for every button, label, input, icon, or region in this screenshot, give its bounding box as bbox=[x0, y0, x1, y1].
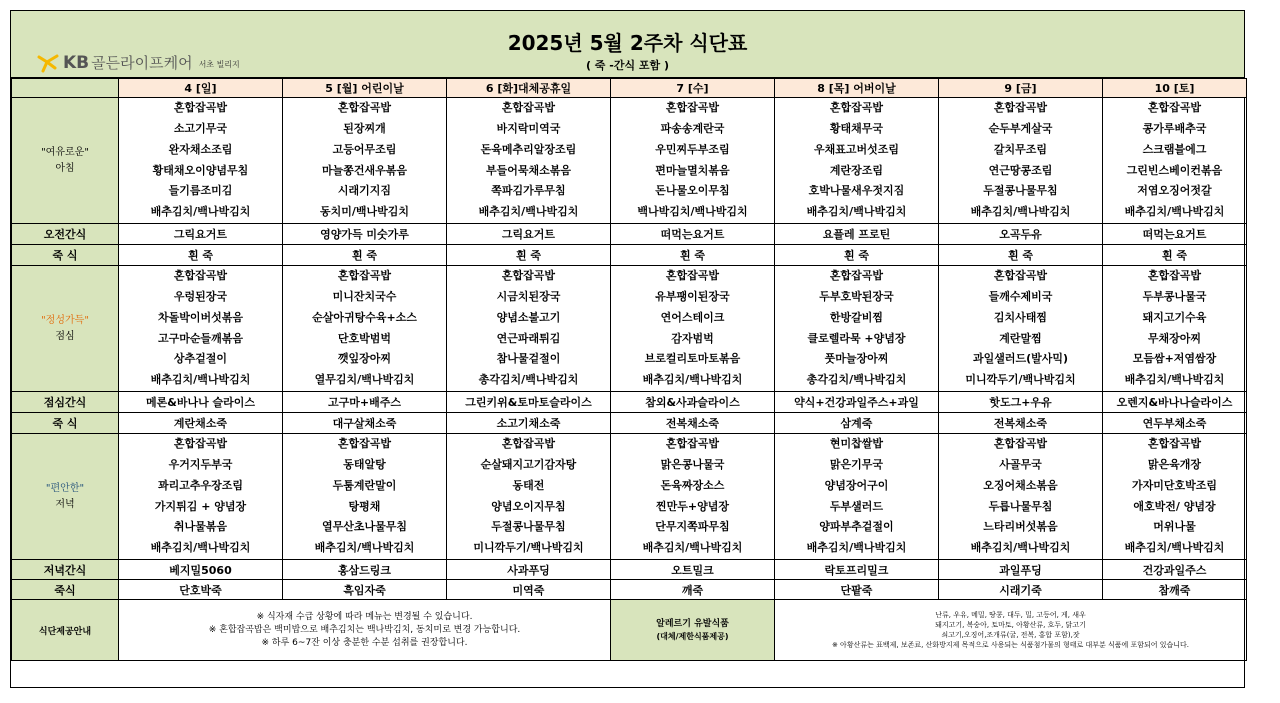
lunch_snack-row bbox=[12, 392, 1247, 413]
menu-item: 맑은콩나물국 bbox=[660, 458, 725, 472]
breakfast-menu-cell bbox=[119, 98, 283, 224]
menu-item: 완자채소조림 bbox=[168, 142, 233, 156]
menu-item: 두부호박된장국 bbox=[819, 290, 894, 304]
menu-item: 양념오이지무침 bbox=[491, 499, 566, 513]
allergy-title-cell bbox=[611, 600, 775, 661]
menu-item: 총각김치/백나박김치 bbox=[478, 372, 579, 386]
menu-list bbox=[283, 434, 446, 558]
menu-item: 바지락미역국 bbox=[496, 122, 561, 136]
lunch_snack-item: 약식+건강과일주스+과일 bbox=[775, 392, 939, 413]
porridge_1-item: 흰 죽 bbox=[775, 245, 939, 266]
menu-table bbox=[11, 78, 1247, 661]
menu-item: 동태알탕 bbox=[343, 458, 386, 472]
porridge_2-label: 죽 식 bbox=[12, 413, 119, 434]
menu-list bbox=[939, 98, 1102, 222]
dinner-menu-cell bbox=[283, 434, 447, 560]
logo-name-text: 골든라이프케어 bbox=[91, 54, 193, 72]
menu-item: 갈치무조림 bbox=[993, 142, 1048, 156]
morning_snack-item: 그릭요거트 bbox=[447, 224, 611, 245]
porridge_2-item: 전복채소죽 bbox=[611, 413, 775, 434]
day-header: 8 [목] 어버이날 bbox=[775, 79, 939, 98]
menu-item: 취나물볶음 bbox=[173, 520, 228, 534]
menu-list bbox=[939, 434, 1102, 558]
breakfast-label-cell bbox=[12, 98, 119, 224]
menu-item: 배추김치/백나박김치 bbox=[478, 204, 579, 218]
menu-item: 양념소불고기 bbox=[496, 310, 561, 324]
menu-sheet bbox=[10, 10, 1245, 688]
morning_snack-row bbox=[12, 224, 1247, 245]
menu-item: 돈나물오이무침 bbox=[655, 184, 730, 198]
breakfast-row bbox=[12, 98, 1247, 224]
menu-item: 두툼계란말이 bbox=[332, 478, 397, 492]
logo-branch-text: 서초 빌리지 bbox=[198, 60, 240, 69]
porridge_3-label: 죽식 bbox=[12, 580, 119, 600]
menu-item: 가자미단호박조림 bbox=[1131, 478, 1217, 492]
porridge_3-row bbox=[12, 580, 1247, 600]
lunch_snack-item: 참외&사과슬라이스 bbox=[611, 392, 775, 413]
menu-item: 한방갈비찜 bbox=[829, 310, 884, 324]
menu-item: 스크램블에그 bbox=[1142, 142, 1207, 156]
menu-item: 두릅나물무침 bbox=[988, 499, 1053, 513]
menu-item: 풋마늘장아찌 bbox=[824, 352, 889, 366]
menu-item: 그린빈스베이컨볶음 bbox=[1126, 163, 1223, 177]
footer-label: 식단제공안내 bbox=[12, 600, 119, 661]
menu-item: 연근파래튀김 bbox=[496, 331, 561, 345]
menu-item: 들기름조미김 bbox=[168, 184, 233, 198]
menu-item: 총각김치/백나박김치 bbox=[806, 372, 907, 386]
menu-item: 사골무국 bbox=[999, 458, 1042, 472]
menu-item: 순두부게살국 bbox=[988, 122, 1053, 136]
breakfast-menu-cell bbox=[283, 98, 447, 224]
lunch-menu-cell bbox=[1103, 266, 1247, 392]
menu-item: 모듬쌈+저염쌈장 bbox=[1132, 352, 1217, 366]
sheet-header bbox=[11, 11, 1244, 78]
menu-list bbox=[1103, 266, 1246, 390]
dinner_snack-item: 락토프리밀크 bbox=[775, 560, 939, 580]
dinner_snack-row bbox=[12, 560, 1247, 580]
lunch_snack-item: 그린키위&토마토슬라이스 bbox=[447, 392, 611, 413]
lunch-menu-cell bbox=[775, 266, 939, 392]
menu-list bbox=[119, 98, 282, 222]
menu-list bbox=[447, 434, 610, 558]
dinner_snack-item: 베지밀5060 bbox=[119, 560, 283, 580]
menu-item: 순살아귀탕수육+소스 bbox=[312, 310, 417, 324]
porridge_1-item: 흰 죽 bbox=[611, 245, 775, 266]
menu-item: 차돌박이버섯볶음 bbox=[157, 310, 243, 324]
allergy-subtitle: (대체/제한식품제공) bbox=[656, 632, 729, 641]
morning_snack-item: 떠먹는요거트 bbox=[1103, 224, 1247, 245]
breakfast-menu-cell bbox=[775, 98, 939, 224]
day-header: 6 [화]대체공휴일 bbox=[447, 79, 611, 98]
menu-item: 배추김치/백나박김치 bbox=[150, 372, 251, 386]
porridge_2-item: 전복채소죽 bbox=[939, 413, 1103, 434]
menu-item: 배추김치/백나박김치 bbox=[970, 204, 1071, 218]
menu-item: 계란말찜 bbox=[999, 331, 1042, 345]
porridge_1-item: 흰 죽 bbox=[119, 245, 283, 266]
menu-item: 우민찌두부조림 bbox=[655, 142, 730, 156]
menu-item: 소고기무국 bbox=[173, 122, 228, 136]
menu-item: 가지튀김 + 양념장 bbox=[154, 499, 247, 513]
menu-item: 혼합잡곡밥 bbox=[337, 437, 392, 451]
menu-item: 우채표고버섯조림 bbox=[813, 142, 899, 156]
dinner_snack-item: 건강과일주스 bbox=[1103, 560, 1247, 580]
menu-item: 머위나물 bbox=[1153, 520, 1196, 534]
day-header: 5 [월] 어린이날 bbox=[283, 79, 447, 98]
porridge_1-item: 흰 죽 bbox=[939, 245, 1103, 266]
dinner-menu-cell bbox=[447, 434, 611, 560]
menu-item: 과일샐러드(발사믹) bbox=[972, 352, 1069, 366]
menu-item: 혼합잡곡밥 bbox=[501, 101, 556, 115]
porridge_2-item: 계란채소죽 bbox=[119, 413, 283, 434]
menu-item: 두절콩나물무침 bbox=[491, 520, 566, 534]
menu-list bbox=[775, 434, 938, 558]
lunch-label: 점심 bbox=[55, 330, 75, 342]
menu-item: 깻잎장아찌 bbox=[337, 352, 392, 366]
lunch_snack-label: 점심간식 bbox=[12, 392, 119, 413]
day-header: 7 [수] bbox=[611, 79, 775, 98]
allergy-title: 알레르기 유발식품 bbox=[656, 619, 729, 629]
menu-item: 열무산초나물무침 bbox=[321, 520, 407, 534]
porridge_3-item: 시래기죽 bbox=[939, 580, 1103, 600]
menu-item: 유부팽이된장국 bbox=[655, 290, 730, 304]
menu-item: 찐만두+양념장 bbox=[656, 499, 729, 513]
day-header: 9 [금] bbox=[939, 79, 1103, 98]
morning_snack-item: 요플레 프로틴 bbox=[775, 224, 939, 245]
lunch-row bbox=[12, 266, 1247, 392]
dinner-label-cell bbox=[12, 434, 119, 560]
menu-item: 고구마순들깨볶음 bbox=[157, 331, 243, 345]
morning_snack-item: 영양가득 미숫가루 bbox=[283, 224, 447, 245]
menu-item: 두부콩나물국 bbox=[1142, 290, 1207, 304]
page-title: 2025년 5월 2주차 식단표 bbox=[507, 31, 748, 55]
menu-item: 우렁된장국 bbox=[173, 290, 228, 304]
breakfast-menu-cell bbox=[939, 98, 1103, 224]
dinner_snack-item: 홍삼드링크 bbox=[283, 560, 447, 580]
porridge_2-item: 연두부채소죽 bbox=[1103, 413, 1247, 434]
dinner-menu-cell bbox=[775, 434, 939, 560]
lunch-label-cell bbox=[12, 266, 119, 392]
menu-item: 미니잔치국수 bbox=[332, 290, 397, 304]
menu-item: 황태채오이양념무침 bbox=[152, 163, 249, 177]
menu-item: 두부샐러드 bbox=[829, 499, 884, 513]
logo-kb-text: KB bbox=[63, 53, 90, 73]
morning_snack-item: 떠먹는요거트 bbox=[611, 224, 775, 245]
menu-item: 단무지쪽파무침 bbox=[655, 520, 730, 534]
menu-item: 혼합잡곡밥 bbox=[665, 269, 720, 283]
menu-item: 연어스테이크 bbox=[660, 310, 725, 324]
porridge_2-item: 소고기채소죽 bbox=[447, 413, 611, 434]
menu-item: 참나물겉절이 bbox=[496, 352, 561, 366]
menu-item: 배추김치/백나박김치 bbox=[1124, 204, 1225, 218]
allergy-line: 쇠고기,오징어,조개류(굴, 전복, 홍합 포함),잣 bbox=[941, 631, 1080, 639]
menu-list bbox=[775, 98, 938, 222]
morning_snack-item: 오곡두유 bbox=[939, 224, 1103, 245]
menu-list bbox=[119, 434, 282, 558]
dinner-menu-cell bbox=[939, 434, 1103, 560]
menu-item: 순살돼지고기감자탕 bbox=[480, 458, 577, 472]
notice-line: ※ 혼합잡곡밥은 백미밥으로 배추김치는 백나박김치, 동치미로 변경 가능합니다. bbox=[208, 624, 521, 635]
menu-list bbox=[939, 266, 1102, 390]
menu-list bbox=[1103, 98, 1246, 222]
dinner_snack-label: 저녁간식 bbox=[12, 560, 119, 580]
menu-item: 미니깍두기/백나박김치 bbox=[965, 372, 1076, 386]
lunch_snack-item: 오렌지&바나나슬라이스 bbox=[1103, 392, 1247, 413]
menu-item: 우거지두부국 bbox=[168, 458, 233, 472]
porridge_3-item: 단호박죽 bbox=[119, 580, 283, 600]
lunch-menu-cell bbox=[939, 266, 1103, 392]
day-header: 4 [일] bbox=[119, 79, 283, 98]
footer-row bbox=[12, 600, 1247, 661]
menu-item: 된장찌개 bbox=[343, 122, 386, 136]
porridge_1-item: 흰 죽 bbox=[1103, 245, 1247, 266]
dinner-label: 저녁 bbox=[55, 498, 75, 510]
notice-line: ※ 식자재 수급 상황에 따라 메뉴는 변경될 수 있습니다. bbox=[256, 611, 473, 622]
dinner_snack-item: 오트밀크 bbox=[611, 560, 775, 580]
menu-item: 배추김치/백나박김치 bbox=[1124, 540, 1225, 554]
menu-item: 편마늘멸치볶음 bbox=[655, 163, 730, 177]
menu-item: 배추김치/백나박김치 bbox=[806, 204, 907, 218]
menu-item: 김치사태찜 bbox=[993, 310, 1048, 324]
allergy-list-cell bbox=[775, 600, 1247, 661]
menu-item: 클로렐라묵 +양념장 bbox=[807, 331, 906, 345]
day-header: 10 [토] bbox=[1103, 79, 1247, 98]
menu-item: 두절콩나물무침 bbox=[983, 184, 1058, 198]
porridge_2-row bbox=[12, 413, 1247, 434]
menu-item: 양파부추겉절이 bbox=[819, 520, 894, 534]
menu-item: 무채장아찌 bbox=[1147, 331, 1202, 345]
dinner-tag: "편안한" bbox=[45, 482, 85, 494]
menu-item: 혼합잡곡밥 bbox=[829, 269, 884, 283]
menu-list bbox=[611, 434, 774, 558]
dinner-menu-cell bbox=[1103, 434, 1247, 560]
menu-item: 느타리버섯볶음 bbox=[983, 520, 1058, 534]
menu-item: 배추김치/백나박김치 bbox=[970, 540, 1071, 554]
menu-item: 애호박전/ 양념장 bbox=[1133, 499, 1216, 513]
menu-item: 백나박김치/백나박김치 bbox=[637, 204, 748, 218]
menu-item: 혼합잡곡밥 bbox=[337, 269, 392, 283]
dinner_snack-item: 과일푸딩 bbox=[939, 560, 1103, 580]
menu-item: 계란장조림 bbox=[829, 163, 884, 177]
breakfast-menu-cell bbox=[611, 98, 775, 224]
menu-item: 혼합잡곡밥 bbox=[1147, 437, 1202, 451]
porridge_1-item: 흰 죽 bbox=[283, 245, 447, 266]
corner-cell bbox=[12, 79, 119, 98]
menu-item: 배추김치/백나박김치 bbox=[150, 540, 251, 554]
menu-item: 상추겉절이 bbox=[173, 352, 228, 366]
menu-item: 혼합잡곡밥 bbox=[173, 101, 228, 115]
menu-item: 황태채무국 bbox=[829, 122, 884, 136]
breakfast-menu-cell bbox=[1103, 98, 1247, 224]
menu-item: 혼합잡곡밥 bbox=[829, 101, 884, 115]
menu-list bbox=[447, 98, 610, 222]
menu-item: 오징어채소볶음 bbox=[983, 478, 1058, 492]
menu-item: 혼합잡곡밥 bbox=[501, 437, 556, 451]
allergy-line: 돼지고기, 복숭아, 토마토, 아황산류, 호두, 닭고기 bbox=[935, 621, 1086, 629]
menu-item: 배추김치/백나박김치 bbox=[806, 540, 907, 554]
menu-item: 동태전 bbox=[512, 478, 545, 492]
porridge_2-item: 삼계죽 bbox=[775, 413, 939, 434]
menu-item: 혼합잡곡밥 bbox=[993, 437, 1048, 451]
menu-item: 열무김치/백나박김치 bbox=[314, 372, 415, 386]
menu-item: 혼합잡곡밥 bbox=[173, 437, 228, 451]
menu-list bbox=[1103, 434, 1246, 558]
dinner-menu-cell bbox=[611, 434, 775, 560]
menu-list bbox=[283, 98, 446, 222]
menu-item: 혼합잡곡밥 bbox=[1147, 101, 1202, 115]
menu-item: 혼합잡곡밥 bbox=[993, 101, 1048, 115]
menu-list bbox=[775, 266, 938, 390]
page-subtitle: ( 죽 -간식 포함 ) bbox=[585, 59, 670, 72]
breakfast-menu-cell bbox=[447, 98, 611, 224]
menu-item: 미니깍두기/백나박김치 bbox=[473, 540, 584, 554]
menu-item: 돼지고기수육 bbox=[1142, 310, 1207, 324]
menu-item: 돈육짜장소스 bbox=[660, 478, 725, 492]
menu-item: 감자범벅 bbox=[671, 331, 714, 345]
menu-item: 시금치된장국 bbox=[496, 290, 561, 304]
porridge_3-item: 흑임자죽 bbox=[283, 580, 447, 600]
menu-item: 혼합잡곡밥 bbox=[665, 101, 720, 115]
menu-item: 브로컬리토마토볶음 bbox=[644, 352, 741, 366]
menu-item: 양념장어구이 bbox=[824, 478, 889, 492]
porridge_1-label: 죽 식 bbox=[12, 245, 119, 266]
lunch-menu-cell bbox=[447, 266, 611, 392]
lunch-tag: "정성가득" bbox=[41, 314, 89, 326]
menu-list bbox=[283, 266, 446, 390]
menu-item: 시래기지짐 bbox=[337, 184, 392, 198]
menu-item: 들깨수제비국 bbox=[988, 290, 1053, 304]
dinner-row bbox=[12, 434, 1247, 560]
menu-item: 혼합잡곡밥 bbox=[665, 437, 720, 451]
menu-item: 혼합잡곡밥 bbox=[993, 269, 1048, 283]
menu-item: 파송송계란국 bbox=[660, 122, 725, 136]
dinner-menu-cell bbox=[119, 434, 283, 560]
breakfast-tag: "여유로운" bbox=[41, 146, 89, 158]
menu-item: 콩가루배추국 bbox=[1142, 122, 1207, 136]
lunch_snack-item: 핫도그+우유 bbox=[939, 392, 1103, 413]
menu-item: 고등어무조림 bbox=[332, 142, 397, 156]
porridge_3-item: 참깨죽 bbox=[1103, 580, 1247, 600]
menu-item: 혼합잡곡밥 bbox=[501, 269, 556, 283]
menu-item: 배추김치/백나박김치 bbox=[1124, 372, 1225, 386]
menu-item: 배추김치/백나박김치 bbox=[642, 540, 743, 554]
menu-item: 쪽파김가루무침 bbox=[491, 184, 566, 198]
menu-item: 돈육메추리알장조림 bbox=[480, 142, 577, 156]
lunch_snack-item: 메론&바나나 슬라이스 bbox=[119, 392, 283, 413]
menu-item: 배추김치/백나박김치 bbox=[642, 372, 743, 386]
menu-list bbox=[119, 266, 282, 390]
menu-item: 꽈리고추우장조림 bbox=[157, 478, 243, 492]
menu-list bbox=[611, 266, 774, 390]
dinner_snack-item: 사과푸딩 bbox=[447, 560, 611, 580]
menu-item: 연근땅콩조림 bbox=[988, 163, 1053, 177]
day-header-row bbox=[12, 79, 1247, 98]
lunch-menu-cell bbox=[611, 266, 775, 392]
menu-item: 맑은육개장 bbox=[1147, 458, 1202, 472]
menu-item: 부들어묵채소볶음 bbox=[485, 163, 571, 177]
porridge_2-item: 대구살채소죽 bbox=[283, 413, 447, 434]
lunch-menu-cell bbox=[283, 266, 447, 392]
morning_snack-item: 그릭요거트 bbox=[119, 224, 283, 245]
breakfast-label: 아침 bbox=[55, 162, 75, 174]
menu-item: 배추김치/백나박김치 bbox=[150, 204, 251, 218]
menu-list bbox=[611, 98, 774, 222]
menu-item: 탕평채 bbox=[348, 499, 381, 513]
menu-item: 단호박범벅 bbox=[337, 331, 392, 345]
porridge_3-item: 미역죽 bbox=[447, 580, 611, 600]
menu-item: 현미찹쌀밥 bbox=[829, 437, 884, 451]
menu-item: 혼합잡곡밥 bbox=[173, 269, 228, 283]
menu-item: 마늘쫑건새우볶음 bbox=[321, 163, 407, 177]
menu-item: 맑은기무국 bbox=[829, 458, 884, 472]
porridge_3-item: 단팥죽 bbox=[775, 580, 939, 600]
notice-line: ※ 하루 6~7잔 이상 충분한 수분 섭취를 권장합니다. bbox=[261, 637, 468, 648]
porridge_1-row bbox=[12, 245, 1247, 266]
menu-item: 호박나물새우젓지짐 bbox=[808, 184, 905, 198]
notice-cell bbox=[119, 600, 611, 661]
menu-item: 동치미/백나박김치 bbox=[319, 204, 410, 218]
allergy-line: ※ 아황산류는 표백제, 보존료, 산화방지제 목적으로 사용되는 식품첨가물의 형태로 대부분 식품에 포함되어 있습니다. bbox=[831, 641, 1190, 649]
menu-list bbox=[447, 266, 610, 390]
morning_snack-label: 오전간식 bbox=[12, 224, 119, 245]
allergy-line: 난류, 우유, 메밀, 땅콩, 대두, 밀, 고등어, 게, 새우 bbox=[935, 611, 1086, 619]
lunch_snack-item: 고구마+배주스 bbox=[283, 392, 447, 413]
menu-item: 배추김치/백나박김치 bbox=[314, 540, 415, 554]
lunch-menu-cell bbox=[119, 266, 283, 392]
menu-item: 혼합잡곡밥 bbox=[1147, 269, 1202, 283]
porridge_1-item: 흰 죽 bbox=[447, 245, 611, 266]
menu-item: 혼합잡곡밥 bbox=[337, 101, 392, 115]
menu-item: 저염오징어젓갈 bbox=[1137, 184, 1212, 198]
porridge_3-item: 깨죽 bbox=[611, 580, 775, 600]
